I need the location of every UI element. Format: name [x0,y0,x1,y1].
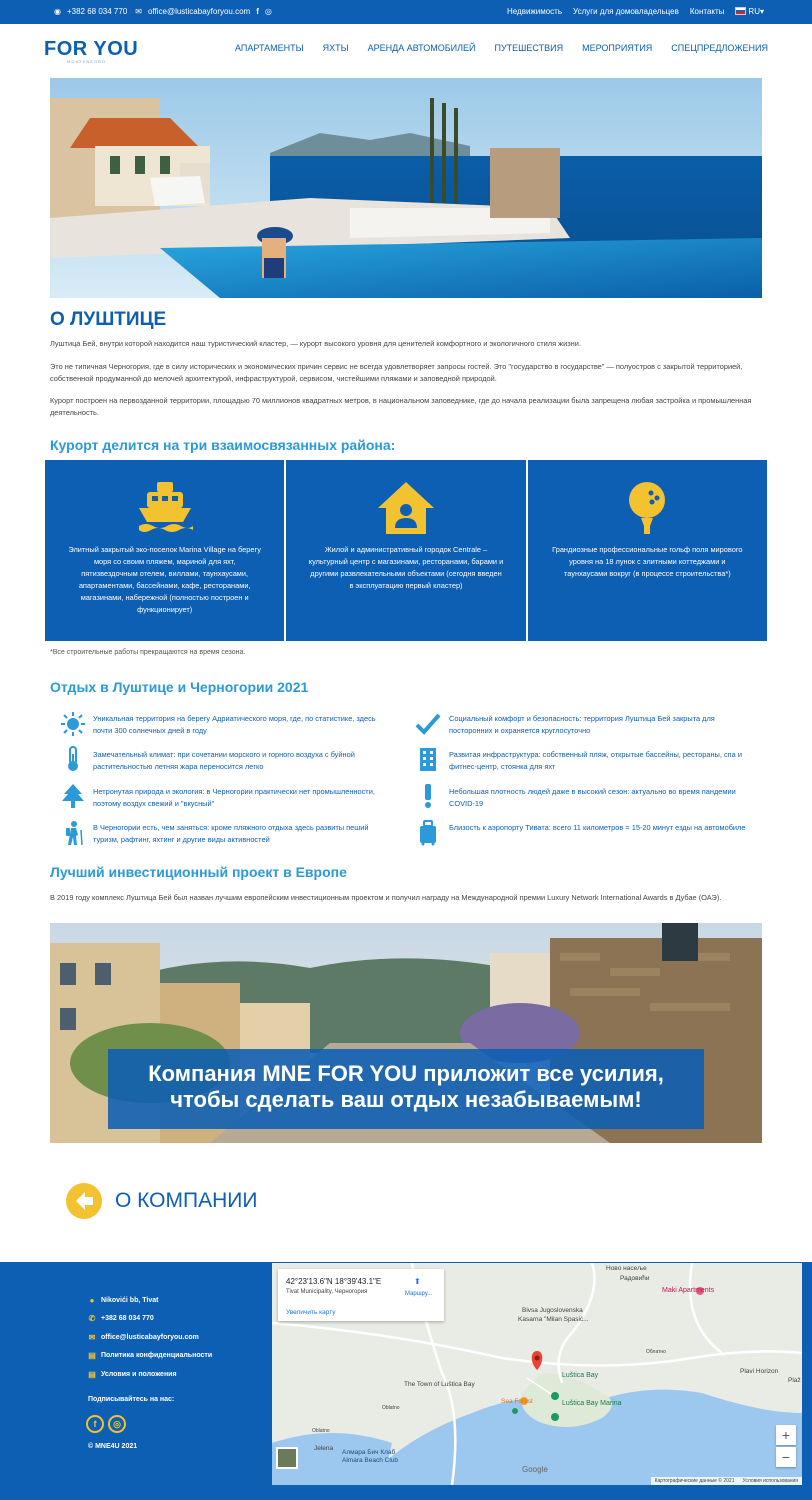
banner-line-2: чтобы сделать ваш отдых незабываемым! [170,1087,642,1112]
document-icon: ▤ [88,1370,96,1379]
topbar-link-owner-services[interactable]: Услуги для домовладельцев [573,7,679,16]
directions-icon[interactable]: ⬆ [414,1277,421,1286]
suitcase-icon [415,820,441,846]
top-bar [0,0,812,24]
footer-privacy-link[interactable] [88,1351,212,1360]
hiker-icon [60,820,86,846]
map-label: Oblatno [382,1405,400,1411]
google-map[interactable] [272,1263,802,1485]
footer-copyright: © MNE4U 2021 [88,1443,138,1450]
map-label: Oblatno [312,1428,330,1434]
map-directions[interactable]: Маршру... [405,1291,433,1297]
district-card-marina [45,460,284,641]
footer-address [88,1296,158,1305]
map-label: Plavi Horizon [740,1368,779,1375]
zoom-out-button[interactable]: − [776,1447,796,1467]
exclamation-icon [415,783,441,809]
page-title: О ЛУШТИЦЕ [50,309,167,330]
feature-safety: Социальный комфорт и безопасность: территория Луштица Бей закрыта для посторонних и охраняется круглосуточно [449,714,715,735]
arrow-left-icon [66,1183,102,1219]
topbar-email[interactable]: office@lusticabayforyou.com [147,7,251,16]
map-label: Радовићи [620,1275,650,1282]
vacation-heading: Отдых в Луштице и Черногории 2021 [50,679,309,695]
footer-address-text: Nikovići bb, Tivat [101,1297,159,1304]
banner-text [108,1061,704,1113]
feature-activities: В Черногории есть, чем заняться: кроме пляжного отдыха здесь развиты пеший туризм, рафтинг, яхтинг и другие виды активностей [93,823,369,844]
nav-apartments[interactable]: АПАРТАМЕНТЫ [235,43,304,53]
house-icon [376,480,436,541]
map-terms-link[interactable]: Условия использования [742,1478,798,1484]
map-label[interactable]: Luštica Bay Marina [562,1400,622,1407]
golf-ball-icon [623,480,671,541]
thermometer-icon [60,746,86,772]
instagram-icon[interactable]: ◎ [108,1415,126,1433]
district-card-centrale [286,460,525,641]
map-label: Jelena [314,1445,334,1452]
map-label: Kasarna "Milan Spasić... [518,1316,589,1323]
language-label: RU [748,7,760,16]
footer-subscribe: Подписывайтесь на нас: [88,1396,175,1403]
caret-down-icon: ▾ [759,7,764,16]
footer-phone-text: +382 68 034 770 [101,1315,154,1322]
russian-flag-icon [735,7,746,15]
topbar-link-contacts[interactable]: Контакты [689,7,725,16]
logo[interactable]: FOR YOU [44,38,139,60]
districts-heading: Курорт делится на три взаимосвязанных района: [50,437,396,453]
map-label: Облатно [646,1349,666,1355]
nav-yachts[interactable]: ЯХТЫ [322,43,349,53]
logo-subtitle: MONTENEGRO [67,59,107,64]
main-nav [235,43,768,53]
site-header [0,24,812,76]
intro-paragraph-3: Курорт построен на первозданной территории, площадью 70 миллионов квадратных метров, в национальном заповеднике, где до начала реализации была запрещена любая застройка и промышленная деятельность. [50,396,752,417]
intro-paragraph-1: Луштица Бей, внутри которой находится наш туристический кластер, — курорт высокого уровня для ценителей комфортного и экологичного стиля жизни. [50,339,581,348]
map-label: Plaž [788,1377,801,1384]
district-card-text: Жилой и административный городок Centrale – культурный центр с магазинами, ресторанами, барами и другими развлекательными объектами (сегодня введен в эксплуатацию первый кластер) [308,545,504,590]
investment-heading: Лучший инвестиционный проект в Европе [50,864,347,880]
feature-climate: Замечательный климат: при сочетании морского и горного воздуха с буйной растительностью летняя жара переносится легко [93,750,355,771]
map-coords: 42°23'13.6"N 18°39'43.1"E [286,1277,382,1286]
nav-travel[interactable]: ПУТЕШЕСТВИЯ [494,43,564,53]
district-card-text: Грандиозные профессиональные гольф поля мирового уровня на 18 лунок с элитными коттеджами и таунхаусами вокруг (в процессе строительства*) [552,545,743,578]
footer-terms-link[interactable] [88,1370,177,1379]
promo-banner [50,923,762,1143]
facebook-icon[interactable]: f [256,6,259,16]
footer-email-text: office@lusticabayforyou.com [101,1334,199,1341]
map-place: Tivat Municipality, Черногория [286,1289,368,1295]
about-company-link[interactable] [66,1183,257,1219]
map-label[interactable]: Luštica Bay [562,1372,599,1379]
sun-icon [60,711,86,737]
language-selector[interactable] [735,7,764,16]
district-cards [45,460,767,641]
footer-terms-text: Условия и положения [101,1371,177,1378]
nav-special-offers[interactable]: СПЕЦПРЕДЛОЖЕНИЯ [671,43,768,53]
map-label: The Town of Luštica Bay [404,1381,475,1388]
nav-car-rental[interactable]: АРЕНДА АВТОМОБИЛЕЙ [367,43,476,53]
feature-infrastructure: Развитая инфраструктура: собственный пляж, открытые бассейны, рестораны, спа и фитнес-центр, стоянка для яхт [449,750,742,771]
map-label: Алмара Бич Клаб [342,1449,396,1456]
zoom-in-button[interactable]: + [776,1425,796,1445]
district-card-text: Элитный закрытый эко-поселок Marina Village на берегу моря со своим пляжем, мариной для яхт, пятизвездочным отелем, виллами, таунхаусами, апартаментами, бассейнами, кафе, ресторанами, магазинами, набережной (полностью построен и функционирует) [68,545,261,614]
feature-nature: Нетронутая природа и экология: в Черногории практически нет промышленности, поэтому воздух свежий и "вкусный" [93,787,375,808]
map-attribution [651,1477,802,1485]
topbar-phone[interactable]: +382 68 034 770 [66,7,128,16]
location-pin-icon: ● [89,1296,95,1305]
footer-privacy-text: Политика конфиденциальности [101,1352,213,1359]
ship-icon [137,480,193,537]
feature-airport: Близость к аэропорту Тивата: всего 11 километров = 15-20 минут езды на автомобиле [449,823,746,832]
checkmark-icon [415,711,441,737]
footer-email[interactable] [88,1333,199,1342]
map-label[interactable]: Sea Forest [501,1398,533,1405]
hero-image [50,78,762,298]
satellite-toggle[interactable] [276,1447,298,1469]
mail-icon: ✉ [135,6,142,16]
map-enlarge-link[interactable]: Увеличить карту [286,1309,336,1316]
phone-icon: ✆ [88,1314,96,1323]
building-icon [415,746,441,772]
facebook-icon[interactable]: f [86,1415,104,1433]
banner-overlay [108,1049,704,1129]
whatsapp-icon[interactable]: ◉ [54,6,61,16]
map-label: Almara Beach Club [342,1457,398,1464]
about-company-label: О КОМПАНИИ [115,1189,258,1212]
feature-sun: Уникальная территория на берегу Адриатического моря, где, по статистике, здесь почти 300 солнечных дней в году [93,714,376,735]
nav-events[interactable]: МЕРОПРИЯТИЯ [582,43,653,53]
intro-paragraph-2: Это не типичная Черногория, где в силу исторических и экономических причин сервис не всегда удовлетворяет запросы гостей. Это "государство в государстве" — полуостров с закрытой территорией, собственной продуманной до мелочей архитектурой, инфраструктурой, сервисом, чистейшими пляжами и заповедной природой. [50,362,743,383]
construction-note: *Все строительные работы прекращаются на время сезона. [50,649,246,656]
document-icon: ▤ [88,1351,96,1360]
map-place-card [278,1269,444,1321]
district-card-golf [528,460,767,641]
map-label: Bivsa Jugoslovenska [522,1307,583,1314]
mail-icon: ✉ [88,1333,96,1342]
map-label[interactable]: Maki Apartments [662,1287,715,1294]
map-label: Ново насеље [606,1265,647,1272]
tree-icon [60,783,86,809]
topbar-link-real-estate[interactable]: Недвижимость [506,7,563,16]
banner-line-1: Компания MNE FOR YOU приложит все усилия, [148,1061,664,1086]
footer-phone[interactable] [88,1314,154,1323]
feature-density: Небольшая плотность людей даже в высокий сезон: актуально во время пандемии COVID-19 [449,787,736,808]
map-attribution-text: Картографические данные © 2021 [654,1478,735,1484]
google-logo: Google [522,1465,548,1474]
footer-social [86,1415,126,1433]
instagram-icon[interactable]: ◎ [264,6,272,16]
investment-text: В 2019 году комплекс Луштица Бей был назван лучшим европейским инвестиционным проектом и получил награду на Международной премии Luxury Network International Awards в Дубае (ОАЭ). [50,893,722,902]
